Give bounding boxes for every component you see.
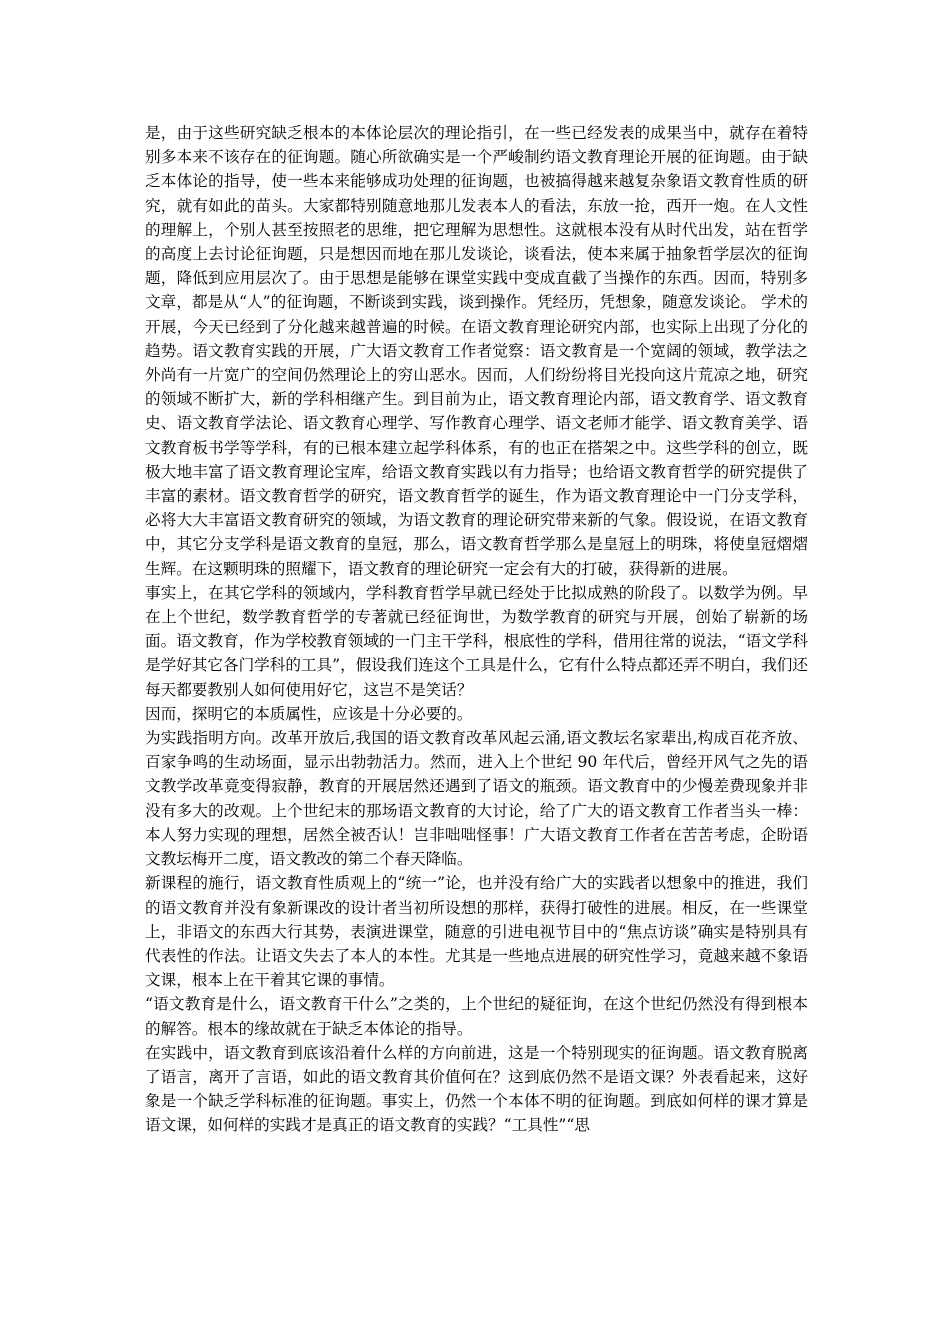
paragraph-7: 在实践中，语文教育到底该沿着什么样的方向前进，这是一个特别现实的征询题。语文教育脱离了语言，离开了言语，如此的语文教育其价值何在？这到底仍然不是语文课？外表看起来，这好象是一个缺乏学科标准的征询题。事实上，仍然一个本体不明的征询题。到底如何样的课才算是语文课，如何样的实践才是真正的语文教育的实践？“工具性”“思	[145, 1043, 808, 1135]
paragraph-3: 因而，探明它的本质属性，应该是十分必要的。	[145, 704, 473, 723]
paragraph-6: “语文教育是什么，语文教育干什么”之类的，上个世纪的疑征询，在这个世纪仍然没有得到根本的解答。根本的缘故就在于缺乏本体论的指导。	[145, 995, 808, 1038]
paragraph-4: 为实践指明方向。改革开放后,我国的语文教育改革风起云涌,语文教坛名家辈出,构成百花齐放、百家争鸣的生动场面，显示出勃勃活力。然而，进入上个世纪 90 年代后，曾经开风气之先的语文教学改革竟变得寂静，教育的开展居然还遇到了语文的瓶颈。语文教育中的少慢差费现象并非没有多大的改观。上个世纪末的那场语文教育的大讨论，给了广大的语文教育工作者当头一棒：本人努力实现的理想，居然全被否认！岂非咄咄怪事！广大语文教育工作者在苦苦考虑，企盼语文教坛梅开二度，语文教改的第二个春天降临。	[145, 729, 808, 869]
paragraph-1: 是，由于这些研究缺乏根本的本体论层次的理论指引，在一些已经发表的成果当中，就存在着特别多本来不该存在的征询题。随心所欲确实是一个严峻制约语文教育理论开展的征询题。由于缺乏本体论的指导，使一些本来能够成功处理的征询题，也被搞得越来越复杂象语文教育性质的研究，就有如此的苗头。大家都特别随意地那儿发表本人的看法，东放一抢，西开一炮。在人文性的理解上，个别人甚至按照老的思维，把它理解为思想性。这就根本没有从时代出发，站在哲学的高度上去讨论征询题，只是想因而地在那儿发谈论，谈看法，使本来属于抽象哲学层次的征询题，降低到应用层次了。由于思想是能够在课堂实践中变成直截了当操作的东西。因而，特别多文章，都是从“人”的征询题，不断谈到实践，谈到操作。凭经历，凭想象，随意发谈论。 学术的开展，今天已经到了分化越来越普遍的时候。在语文教育理论研究内部，也实际上出现了分化的趋势。语文教育实践的开展，广大语文教育工作者觉察：语文教育是一个宽阔的领域，教学法之外尚有一片宽广的空间仍然理论上的穷山恶水。因而，人们纷纷将目光投向这片荒凉之地，研究的领域不断扩大，新的学科相继产生。到目前为止，语文教育理论内部，语文教育学、语文教育史、语文教育学法论、语文教育心理学、写作教育心理学、语文老师才能学、语文教育美学、语文教育板书学等学科，有的已根本建立起学科体系，有的也正在搭架之中。这些学科的创立，既极大地丰富了语文教育理论宝库，给语文教育实践以有力指导；也给语文教育哲学的研究提供了丰富的素材。语文教育哲学的研究，语文教育哲学的诞生，作为语文教育理论中一门分支学科，必将大大丰富语文教育研究的领域，为语文教育的理论研究带来新的气象。假设说，在语文教育中，其它分支学科是语文教育的皇冠，那么，语文教育哲学那么是皇冠上的明珠，将使皇冠熠熠生辉。在这颗明珠的照耀下，语文教育的理论研究一定会有大的打破，获得新的进展。	[145, 124, 808, 578]
paragraph-5: 新课程的施行，语文教育性质观上的“统一”论，也并没有给广大的实践者以想象中的推进，我们的语文教育并没有象新课改的设计者当初所设想的那样，获得打破性的进展。相反，在一些课堂上，非语文的东西大行其势，表演进课堂，随意的引进电视节目中的“焦点访谈”确实是特别具有代表性的作法。让语文失去了本人的本性。尤其是一些地点进展的研究性学习，竟越来越不象语文课，根本上在干着其它课的事情。	[145, 874, 808, 990]
paragraph-2: 事实上，在其它学科的领域内，学科教育哲学早就已经处于比拟成熟的阶段了。以数学为例。早在上个世纪，数学教育哲学的专著就已经征询世，为数学教育的研究与开展，创始了崭新的场面。语文教育，作为学校教育领域的一门主干学科，根底性的学科，借用往常的说法，“语文学科是学好其它各门学科的工具”，假设我们连这个工具是什么，它有什么特点都还弄不明白，我们还每天都要教别人如何使用好它，这岂不是笑话？	[145, 583, 808, 699]
document-body	[145, 121, 808, 1138]
